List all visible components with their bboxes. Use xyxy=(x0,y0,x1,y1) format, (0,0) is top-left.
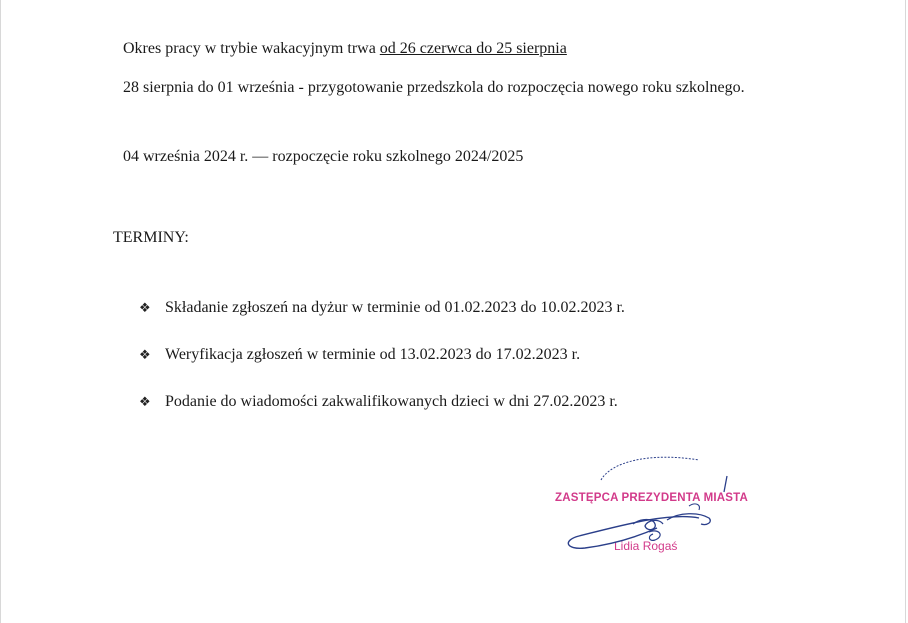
terms-item-text: Podanie do wiadomości zakwalifikowanych dzieci w dni 27.02.2023 r. xyxy=(165,393,618,410)
terms-item-text: Weryfikacja zgłoszeń w terminie od 13.02.2023 do 17.02.2023 r. xyxy=(165,346,581,363)
stamp-name: Lidia Rogaś xyxy=(614,539,678,553)
terms-list-item xyxy=(139,296,779,321)
terms-heading: TERMINY: xyxy=(113,229,189,246)
work-period-paragraph xyxy=(123,37,803,61)
school-year-start-paragraph: 04 września 2024 r. — rozpoczęcie roku szkolnego 2024/2025 xyxy=(123,148,524,165)
preparation-paragraph: 28 sierpnia do 01 września - przygotowanie przedszkola do rozpoczęcia nowego roku szkolnego. xyxy=(123,79,745,96)
diamond-bullet-icon: ❖ xyxy=(139,395,151,410)
official-stamp xyxy=(549,440,779,580)
diamond-bullet-icon: ❖ xyxy=(139,348,151,363)
terms-list-item xyxy=(139,343,779,368)
handwritten-signature xyxy=(549,440,779,580)
terms-item-text: Składanie zgłoszeń na dyżur w terminie od 01.02.2023 do 10.02.2023 r. xyxy=(165,299,625,316)
terms-list-item xyxy=(139,390,779,415)
diamond-bullet-icon: ❖ xyxy=(139,301,151,316)
stamp-title: ZASTĘPCA PREZYDENTA MIASTA xyxy=(555,492,749,504)
work-period-prefix: Okres pracy w trybie wakacyjnym trwa xyxy=(123,40,380,57)
terms-list xyxy=(139,296,779,437)
work-period-dates: od 26 czerwca do 25 sierpnia xyxy=(379,40,567,57)
